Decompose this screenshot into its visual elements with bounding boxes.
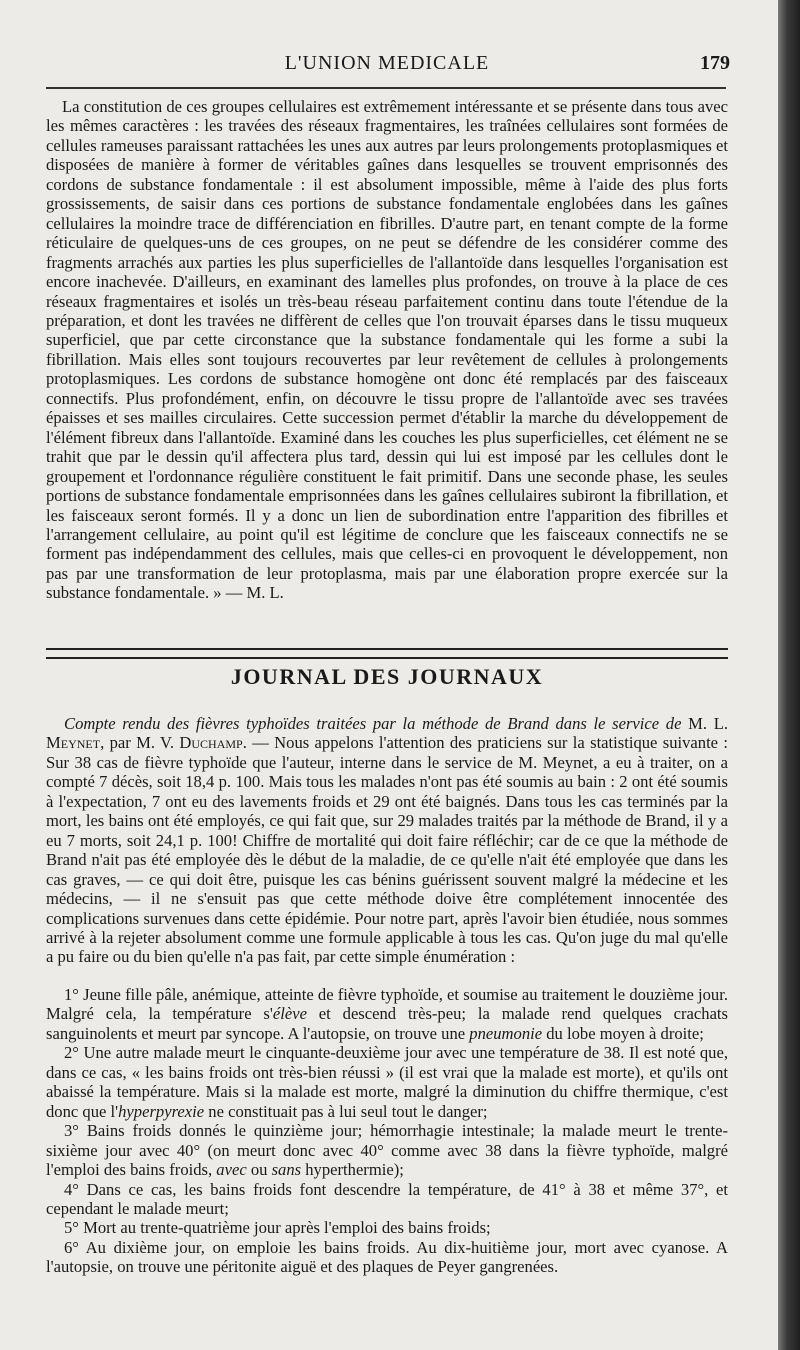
- case-text: 2° Une autre malade meurt le cinquante-deuxième jour avec une température de 38. Il est noté que, dans ce cas, « les bains froids ont très-bien réussi » (il est vrai que la malade est morte), et qu'ils ont abaissé la température. Mais si la malade est morte, malgré la diminution du chiffre thermique, c'est donc que l': [46, 1043, 728, 1121]
- article-body: . — Nous appelons l'attention des praticiens sur la statistique suivante : Sur 38 cas de fièvre typhoïde que l'auteur, interne dans le service de M. Meynet, a eu à traiter, on a compté 7 décès, soit 18,4 p. 100. Mais tous les malades n'ont pas été soumis au bain : 2 ont été soumis à l'expectation, 7 ont eu des lavements froids et 29 ont été baignés. Dans tous les cas terminés par la mort, les bains ont été employés, ce qui fait que, sur 29 malades traités par la méthode de Brand, il y a eu 7 morts, soit 24,1 p. 100! Chiffre de mortalité qui doit faire réfléchir; car de ce que la méthode de Brand n'ait pas été employée dès le début de la maladie, de ce qu'elle n'ait été employée que dans les cas graves, — ce qui doit être, puisque les cas bénins guérissent souvent malgré la médecine et les médecins, — il ne s'ensuit pas que cette méthode doive être complétement innocentée des complications survenues dans cette épidémie. Pour notre part, après l'avoir bien étudiée, nous sommes arrivé à la rejeter absolument comme une formule applicable à tous les cas. Qu'on juge du mal qu'elle a pu faire ou du bien qu'elle n'a pas fait, par cette simple énumération :: [46, 733, 728, 967]
- case-item: [46, 1218, 728, 1237]
- case-item: [46, 1238, 728, 1277]
- journal-title: L'UNION MEDICALE: [284, 52, 490, 74]
- header-rule: [46, 87, 726, 89]
- case-text: 3° Bains froids donnés le quinzième jour; hémorrhagie intestinale; la malade meurt le trente-sixième jour avec 40° (on meurt donc avec 40° comme avec 38 dans la fièvre typhoïde, malgré l'emploi des bains froids,: [46, 1121, 728, 1180]
- running-header: [44, 48, 730, 78]
- case-text: du lobe moyen à droite;: [542, 1023, 704, 1043]
- case-italic: hyperpyrexie: [118, 1101, 205, 1121]
- article-par: , par M. V.: [100, 733, 175, 753]
- intro-paragraph: La constitution de ces groupes cellulaires est extrêmement intéressante et se présente dans tous avec les mêmes caractères : les travées des réseaux fragmentaires, les traînées cellulaires sont formées de cellules rameuses paraissant rattachées les unes aux autres par leurs prolongements protoplasmiques et disposées de manière à former de véritables gaînes dans lesquelles se trouvent emprisonnés des cordons de substance fondamentale : il est absolument impossible, même à l'aide des plus forts grossissements, de saisir dans ces portions de substance fondamentale englobées dans les gaînes cellulaires la moindre trace de différenciation en fibrilles. D'autre part, en tenant compte de la forme réticulaire de quelques-uns de ces groupes, on ne peut se défendre de les considérer comme des fragments arrachés aux parties les plus superficielles de l'allantoïde dans lesquelles l'organisation est encore inachevée. D'ailleurs, en examinant des lamelles plus profondes, on trouve à la place de ces réseaux fragmentaires et isolés un très-beau réseau parfaitement continu dans toute l'étendue de la préparation, et dont les travées ne diffèrent de celles que l'on trouvait éparses dans le tissu muqueux superficiel, que par cette circonstance que la substance fondamentale qui les forme a subi la fibrillation. Mais elles sont toujours recouvertes par leur revêtement de cellules à prolongements protoplasmiques. Les cordons de substance homogène ont donc été remplacés par des faisceaux connectifs. Plus profondément, enfin, on découvre le tissu propre de l'allantoïde avec ses travées épaisses et ses mailles circulaires. Cette succession permet d'établir la marche du développement de l'élément fibreux dans l'allantoïde. Examiné dans les couches les plus superficielles, cet élément ne se trahit que par le dessin qu'il affectera plus tard, dessin qui lui est imposé par les cellules dont le groupement et l'ordonnance régulière constituent le fait primitif. Dans une seconde phase, les seules portions de substance fondamentale emprisonnées dans les gaînes cellulaires subiront la fibrillation, et les faisceaux seront formés. Il y a donc un lien de subordination entre l'apparition des fibrilles et l'arrangement cellulaire, au point qu'il est légitime de conclure que les faisceaux connectifs ne se forment pas indépendamment des cellules, mais que celles-ci en provoquent le développement, non pas par une transformation de leur protoplasma, mais par une élaboration propre exercée sur la substance fondamentale. » — M. L.: [46, 97, 728, 603]
- case-text: 1° Jeune fille pâle, anémique, atteinte de fièvre typhoïde, et soumise au traitement le douzième jour. Malgré cela, la température s': [46, 985, 728, 1024]
- case-italic: élève: [272, 1004, 307, 1024]
- case-text: ne constituait pas à lui seul tout le danger;: [204, 1101, 488, 1121]
- case-text: hyperthermie);: [301, 1160, 404, 1180]
- article-author-duchamp: Duchamp: [179, 733, 243, 753]
- article-paragraph: [46, 714, 728, 967]
- case-text: ou: [246, 1160, 272, 1180]
- case-item: [46, 985, 728, 1043]
- section-title: JOURNAL DES JOURNAUX: [230, 664, 544, 689]
- article-mr: M. L.: [688, 714, 728, 733]
- case-text: 5° Mort au trente-quatrième jour après l'emploi des bains froids;: [64, 1218, 491, 1238]
- article-title: Compte rendu des fièvres typhoïdes traitées par la méthode de Brand dans le service de: [64, 714, 682, 733]
- case-list: [46, 985, 728, 1277]
- case-item: [46, 1180, 728, 1219]
- case-item: [46, 1043, 728, 1121]
- page-binding-edge: [778, 0, 800, 1350]
- case-text: 6° Au dixième jour, on emploie les bains froids. Au dix-huitième jour, mort avec cyanose. A l'autopsie, on trouve une péritonite aiguë et des plaques de Peyer gangrenées.: [46, 1237, 728, 1277]
- case-item: [46, 1121, 728, 1179]
- page-number: 179: [700, 52, 730, 74]
- case-italic: pneumonie: [469, 1023, 543, 1043]
- section-divider: [46, 648, 728, 659]
- case-italic: avec: [216, 1160, 247, 1180]
- case-text: et descend très-peu; la malade rend quelques crachats sanguinolents et meurt par syncope. A l'autopsie, on trouve une: [46, 1004, 728, 1043]
- case-text: 4° Dans ce cas, les bains froids font descendre la température, de 41° à 38 et même 37°, et cependant le malade meurt;: [46, 1179, 728, 1218]
- article-author-meynet: Meynet: [46, 733, 101, 753]
- case-italic: sans: [271, 1160, 302, 1180]
